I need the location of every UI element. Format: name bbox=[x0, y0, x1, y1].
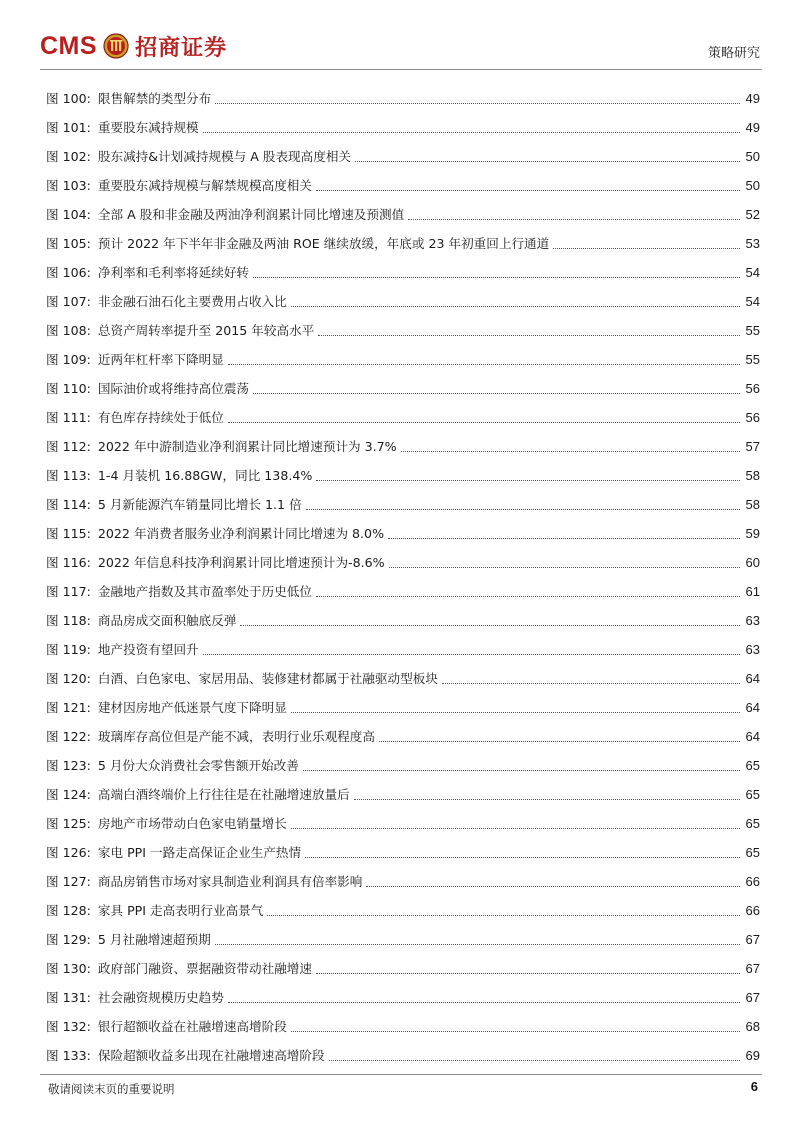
toc-page-number: 55 bbox=[745, 323, 760, 338]
toc-dot-leader bbox=[388, 538, 740, 539]
toc-figure-label: 图 117: bbox=[46, 584, 91, 599]
footer-divider bbox=[40, 1074, 762, 1075]
toc-entry[interactable] bbox=[46, 809, 760, 838]
toc-figure-title: 金融地产指数及其市盈率处于历史低位 bbox=[97, 584, 312, 599]
toc-entry[interactable] bbox=[46, 258, 760, 287]
toc-figure-label: 图 104: bbox=[46, 207, 91, 222]
toc-entry[interactable] bbox=[46, 896, 760, 925]
toc-page-number: 56 bbox=[745, 381, 760, 396]
toc-dot-leader bbox=[316, 480, 740, 481]
toc-page-number: 49 bbox=[745, 91, 760, 106]
toc-entry[interactable] bbox=[46, 722, 760, 751]
toc-dot-leader bbox=[228, 422, 740, 423]
toc-figure-label: 图 110: bbox=[46, 381, 91, 396]
toc-entry[interactable] bbox=[46, 606, 760, 635]
toc-entry[interactable] bbox=[46, 287, 760, 316]
toc-figure-label: 图 118: bbox=[46, 613, 91, 628]
toc-dot-leader bbox=[203, 654, 740, 655]
toc-figure-title: 非金融石油石化主要费用占收入比 bbox=[97, 294, 287, 309]
toc-entry[interactable] bbox=[46, 142, 760, 171]
toc-dot-leader bbox=[215, 103, 740, 104]
toc-page-number: 69 bbox=[745, 1048, 760, 1063]
toc-dot-leader bbox=[553, 248, 740, 249]
toc-entry[interactable] bbox=[46, 983, 760, 1012]
toc-page-number: 60 bbox=[745, 555, 760, 570]
toc-entry[interactable] bbox=[46, 113, 760, 142]
toc-page-number: 54 bbox=[745, 265, 760, 280]
toc-figure-title: 2022 年消费者服务业净利润累计同比增速为 8.0% bbox=[97, 526, 385, 541]
toc-figure-label: 图 109: bbox=[46, 352, 91, 367]
toc-entry[interactable] bbox=[46, 577, 760, 606]
toc-page-number: 65 bbox=[745, 816, 760, 831]
toc-dot-leader bbox=[228, 1002, 740, 1003]
toc-figure-title: 净利率和毛利率将延续好转 bbox=[97, 265, 250, 280]
toc-dot-leader bbox=[316, 973, 740, 974]
toc-page-number: 67 bbox=[745, 990, 760, 1005]
toc-page-number: 50 bbox=[745, 149, 760, 164]
toc-page-number: 67 bbox=[745, 961, 760, 976]
toc-dot-leader bbox=[442, 683, 740, 684]
header-divider bbox=[40, 69, 762, 70]
logo-text-cn: 招商证券 bbox=[135, 35, 228, 61]
toc-figure-label: 图 123: bbox=[46, 758, 91, 773]
toc-page-number: 66 bbox=[745, 903, 760, 918]
toc-dot-leader bbox=[354, 799, 740, 800]
toc-entry[interactable] bbox=[46, 751, 760, 780]
toc-dot-leader bbox=[253, 277, 740, 278]
toc-figure-label: 图 121: bbox=[46, 700, 91, 715]
toc-page-number: 64 bbox=[745, 700, 760, 715]
toc-figure-label: 图 112: bbox=[46, 439, 91, 454]
logo-text-en: CMS bbox=[40, 31, 98, 60]
toc-figure-label: 图 113: bbox=[46, 468, 91, 483]
toc-figure-title: 国际油价或将维持高位震荡 bbox=[97, 381, 250, 396]
toc-page-number: 55 bbox=[745, 352, 760, 367]
toc-figure-title: 白酒、白色家电、家居用品、装修建材都属于社融驱动型板块 bbox=[97, 671, 438, 686]
toc-figure-title: 股东减持&计划减持规模与 A 股表现高度相关 bbox=[97, 149, 352, 164]
toc-page-number: 68 bbox=[745, 1019, 760, 1034]
toc-entry[interactable] bbox=[46, 432, 760, 461]
toc-dot-leader bbox=[318, 335, 740, 336]
toc-entry[interactable] bbox=[46, 780, 760, 809]
toc-figure-label: 图 120: bbox=[46, 671, 91, 686]
toc-entry[interactable] bbox=[46, 925, 760, 954]
toc-page-number: 59 bbox=[745, 526, 760, 541]
toc-figure-label: 图 103: bbox=[46, 178, 91, 193]
toc-figure-title: 限售解禁的类型分布 bbox=[97, 91, 212, 106]
toc-dot-leader bbox=[267, 915, 740, 916]
figure-index-list bbox=[46, 84, 760, 1070]
toc-figure-label: 图 129: bbox=[46, 932, 91, 947]
toc-figure-label: 图 100: bbox=[46, 91, 91, 106]
toc-page-number: 52 bbox=[745, 207, 760, 222]
toc-figure-label: 图 122: bbox=[46, 729, 91, 744]
toc-figure-label: 图 107: bbox=[46, 294, 91, 309]
toc-figure-title: 重要股东减持规模与解禁规模高度相关 bbox=[97, 178, 312, 193]
toc-figure-label: 图 106: bbox=[46, 265, 91, 280]
toc-entry[interactable] bbox=[46, 519, 760, 548]
toc-dot-leader bbox=[203, 132, 740, 133]
toc-dot-leader bbox=[291, 1031, 740, 1032]
toc-figure-title: 总资产周转率提升至 2015 年较高水平 bbox=[97, 323, 315, 338]
toc-figure-title: 地产投资有望回升 bbox=[97, 642, 199, 657]
toc-dot-leader bbox=[329, 1060, 740, 1061]
toc-figure-label: 图 101: bbox=[46, 120, 91, 135]
toc-figure-title: 房地产市场带动白色家电销量增长 bbox=[97, 816, 287, 831]
toc-figure-title: 预计 2022 年下半年非金融及两油 ROE 继续放缓，年底或 23 年初重回上行通道 bbox=[97, 236, 550, 251]
toc-figure-title: 家具 PPI 走高表明行业高景气 bbox=[97, 903, 264, 918]
toc-figure-label: 图 132: bbox=[46, 1019, 91, 1034]
toc-entry[interactable] bbox=[46, 867, 760, 896]
footer-disclaimer-note: 敬请阅读末页的重要说明 bbox=[48, 1082, 175, 1096]
toc-figure-title: 5 月新能源汽车销量同比增长 1.1 倍 bbox=[97, 497, 302, 512]
toc-entry[interactable] bbox=[46, 84, 760, 113]
toc-entry[interactable] bbox=[46, 635, 760, 664]
toc-dot-leader bbox=[253, 393, 740, 394]
toc-figure-title: 有色库存持续处于低位 bbox=[97, 410, 224, 425]
toc-page-number: 64 bbox=[745, 671, 760, 686]
toc-figure-title: 政府部门融资、票据融资带动社融增速 bbox=[97, 961, 312, 976]
toc-figure-title: 建材因房地产低迷景气度下降明显 bbox=[97, 700, 287, 715]
toc-figure-title: 家电 PPI 一路走高保证企业生产热情 bbox=[97, 845, 302, 860]
toc-entry[interactable] bbox=[46, 1041, 760, 1070]
toc-figure-title: 玻璃库存高位但是产能不减，表明行业乐观程度高 bbox=[97, 729, 375, 744]
toc-figure-title: 银行超额收益在社融增速高增阶段 bbox=[97, 1019, 287, 1034]
toc-entry[interactable] bbox=[46, 374, 760, 403]
toc-figure-label: 图 111: bbox=[46, 410, 91, 425]
toc-entry[interactable] bbox=[46, 490, 760, 519]
toc-page-number: 65 bbox=[745, 787, 760, 802]
toc-dot-leader bbox=[408, 219, 740, 220]
toc-page-number: 54 bbox=[745, 294, 760, 309]
toc-page-number: 64 bbox=[745, 729, 760, 744]
toc-dot-leader bbox=[291, 306, 740, 307]
toc-dot-leader bbox=[291, 712, 740, 713]
toc-entry[interactable] bbox=[46, 693, 760, 722]
toc-figure-title: 保险超额收益多出现在社融增速高增阶段 bbox=[97, 1048, 325, 1063]
toc-dot-leader bbox=[355, 161, 740, 162]
toc-page-number: 58 bbox=[745, 497, 760, 512]
toc-page-number: 61 bbox=[745, 584, 760, 599]
toc-figure-label: 图 105: bbox=[46, 236, 91, 251]
toc-page-number: 56 bbox=[745, 410, 760, 425]
toc-entry[interactable] bbox=[46, 838, 760, 867]
toc-figure-label: 图 116: bbox=[46, 555, 91, 570]
toc-figure-label: 图 131: bbox=[46, 990, 91, 1005]
toc-figure-label: 图 124: bbox=[46, 787, 91, 802]
toc-entry[interactable] bbox=[46, 403, 760, 432]
toc-page-number: 53 bbox=[745, 236, 760, 251]
toc-figure-title: 2022 年信息科技净利润累计同比增速预计为-8.6% bbox=[97, 555, 385, 570]
page-header bbox=[40, 26, 762, 70]
toc-page-number: 50 bbox=[745, 178, 760, 193]
toc-dot-leader bbox=[228, 364, 740, 365]
toc-entry[interactable] bbox=[46, 548, 760, 577]
toc-page-number: 58 bbox=[745, 468, 760, 483]
toc-figure-label: 图 128: bbox=[46, 903, 91, 918]
toc-figure-label: 图 114: bbox=[46, 497, 91, 512]
toc-page-number: 65 bbox=[745, 758, 760, 773]
toc-figure-title: 社会融资规模历史趋势 bbox=[97, 990, 224, 1005]
toc-page-number: 57 bbox=[745, 439, 760, 454]
section-label: 策略研究 bbox=[707, 46, 760, 61]
toc-dot-leader bbox=[379, 741, 740, 742]
toc-figure-label: 图 125: bbox=[46, 816, 91, 831]
toc-figure-label: 图 130: bbox=[46, 961, 91, 976]
toc-figure-title: 近两年杠杆率下降明显 bbox=[97, 352, 224, 367]
toc-dot-leader bbox=[389, 567, 740, 568]
toc-page-number: 63 bbox=[745, 642, 760, 657]
toc-figure-title: 5 月份大众消费社会零售额开始改善 bbox=[97, 758, 299, 773]
toc-figure-label: 图 126: bbox=[46, 845, 91, 860]
toc-figure-label: 图 115: bbox=[46, 526, 91, 541]
toc-figure-title: 全部 A 股和非金融及两油净利润累计同比增速及预测值 bbox=[97, 207, 405, 222]
toc-figure-title: 1-4 月装机 16.88GW，同比 138.4% bbox=[97, 468, 313, 483]
toc-page-number: 63 bbox=[745, 613, 760, 628]
toc-page-number: 65 bbox=[745, 845, 760, 860]
toc-dot-leader bbox=[316, 596, 740, 597]
toc-page-number: 66 bbox=[745, 874, 760, 889]
toc-dot-leader bbox=[291, 828, 740, 829]
toc-figure-label: 图 108: bbox=[46, 323, 91, 338]
toc-figure-title: 2022 年中游制造业净利润累计同比增速预计为 3.7% bbox=[97, 439, 397, 454]
toc-entry[interactable] bbox=[46, 229, 760, 258]
page-number: 6 bbox=[750, 1079, 758, 1094]
toc-entry[interactable] bbox=[46, 345, 760, 374]
toc-dot-leader bbox=[305, 857, 740, 858]
toc-dot-leader bbox=[306, 509, 740, 510]
toc-entry[interactable] bbox=[46, 954, 760, 983]
toc-dot-leader bbox=[215, 944, 740, 945]
toc-page-number: 67 bbox=[745, 932, 760, 947]
toc-figure-title: 高端白酒终端价上行往往是在社融增速放量后 bbox=[97, 787, 350, 802]
toc-figure-label: 图 102: bbox=[46, 149, 91, 164]
toc-entry[interactable] bbox=[46, 316, 760, 345]
toc-entry[interactable] bbox=[46, 1012, 760, 1041]
toc-figure-label: 图 127: bbox=[46, 874, 91, 889]
cms-emblem-icon bbox=[103, 33, 129, 59]
toc-figure-title: 商品房成交面积触底反弹 bbox=[97, 613, 237, 628]
toc-dot-leader bbox=[401, 451, 740, 452]
toc-entry[interactable] bbox=[46, 664, 760, 693]
toc-dot-leader bbox=[316, 190, 740, 191]
toc-figure-label: 图 133: bbox=[46, 1048, 91, 1063]
toc-entry[interactable] bbox=[46, 461, 760, 490]
toc-figure-label: 图 119: bbox=[46, 642, 91, 657]
toc-dot-leader bbox=[240, 625, 740, 626]
company-logo bbox=[40, 28, 227, 64]
toc-entry[interactable] bbox=[46, 171, 760, 200]
toc-page-number: 49 bbox=[745, 120, 760, 135]
toc-figure-title: 5 月社融增速超预期 bbox=[97, 932, 211, 947]
toc-entry[interactable] bbox=[46, 200, 760, 229]
toc-figure-title: 重要股东减持规模 bbox=[97, 120, 199, 135]
toc-dot-leader bbox=[366, 886, 740, 887]
toc-dot-leader bbox=[303, 770, 740, 771]
toc-figure-title: 商品房销售市场对家具制造业利润具有倍率影响 bbox=[97, 874, 363, 889]
